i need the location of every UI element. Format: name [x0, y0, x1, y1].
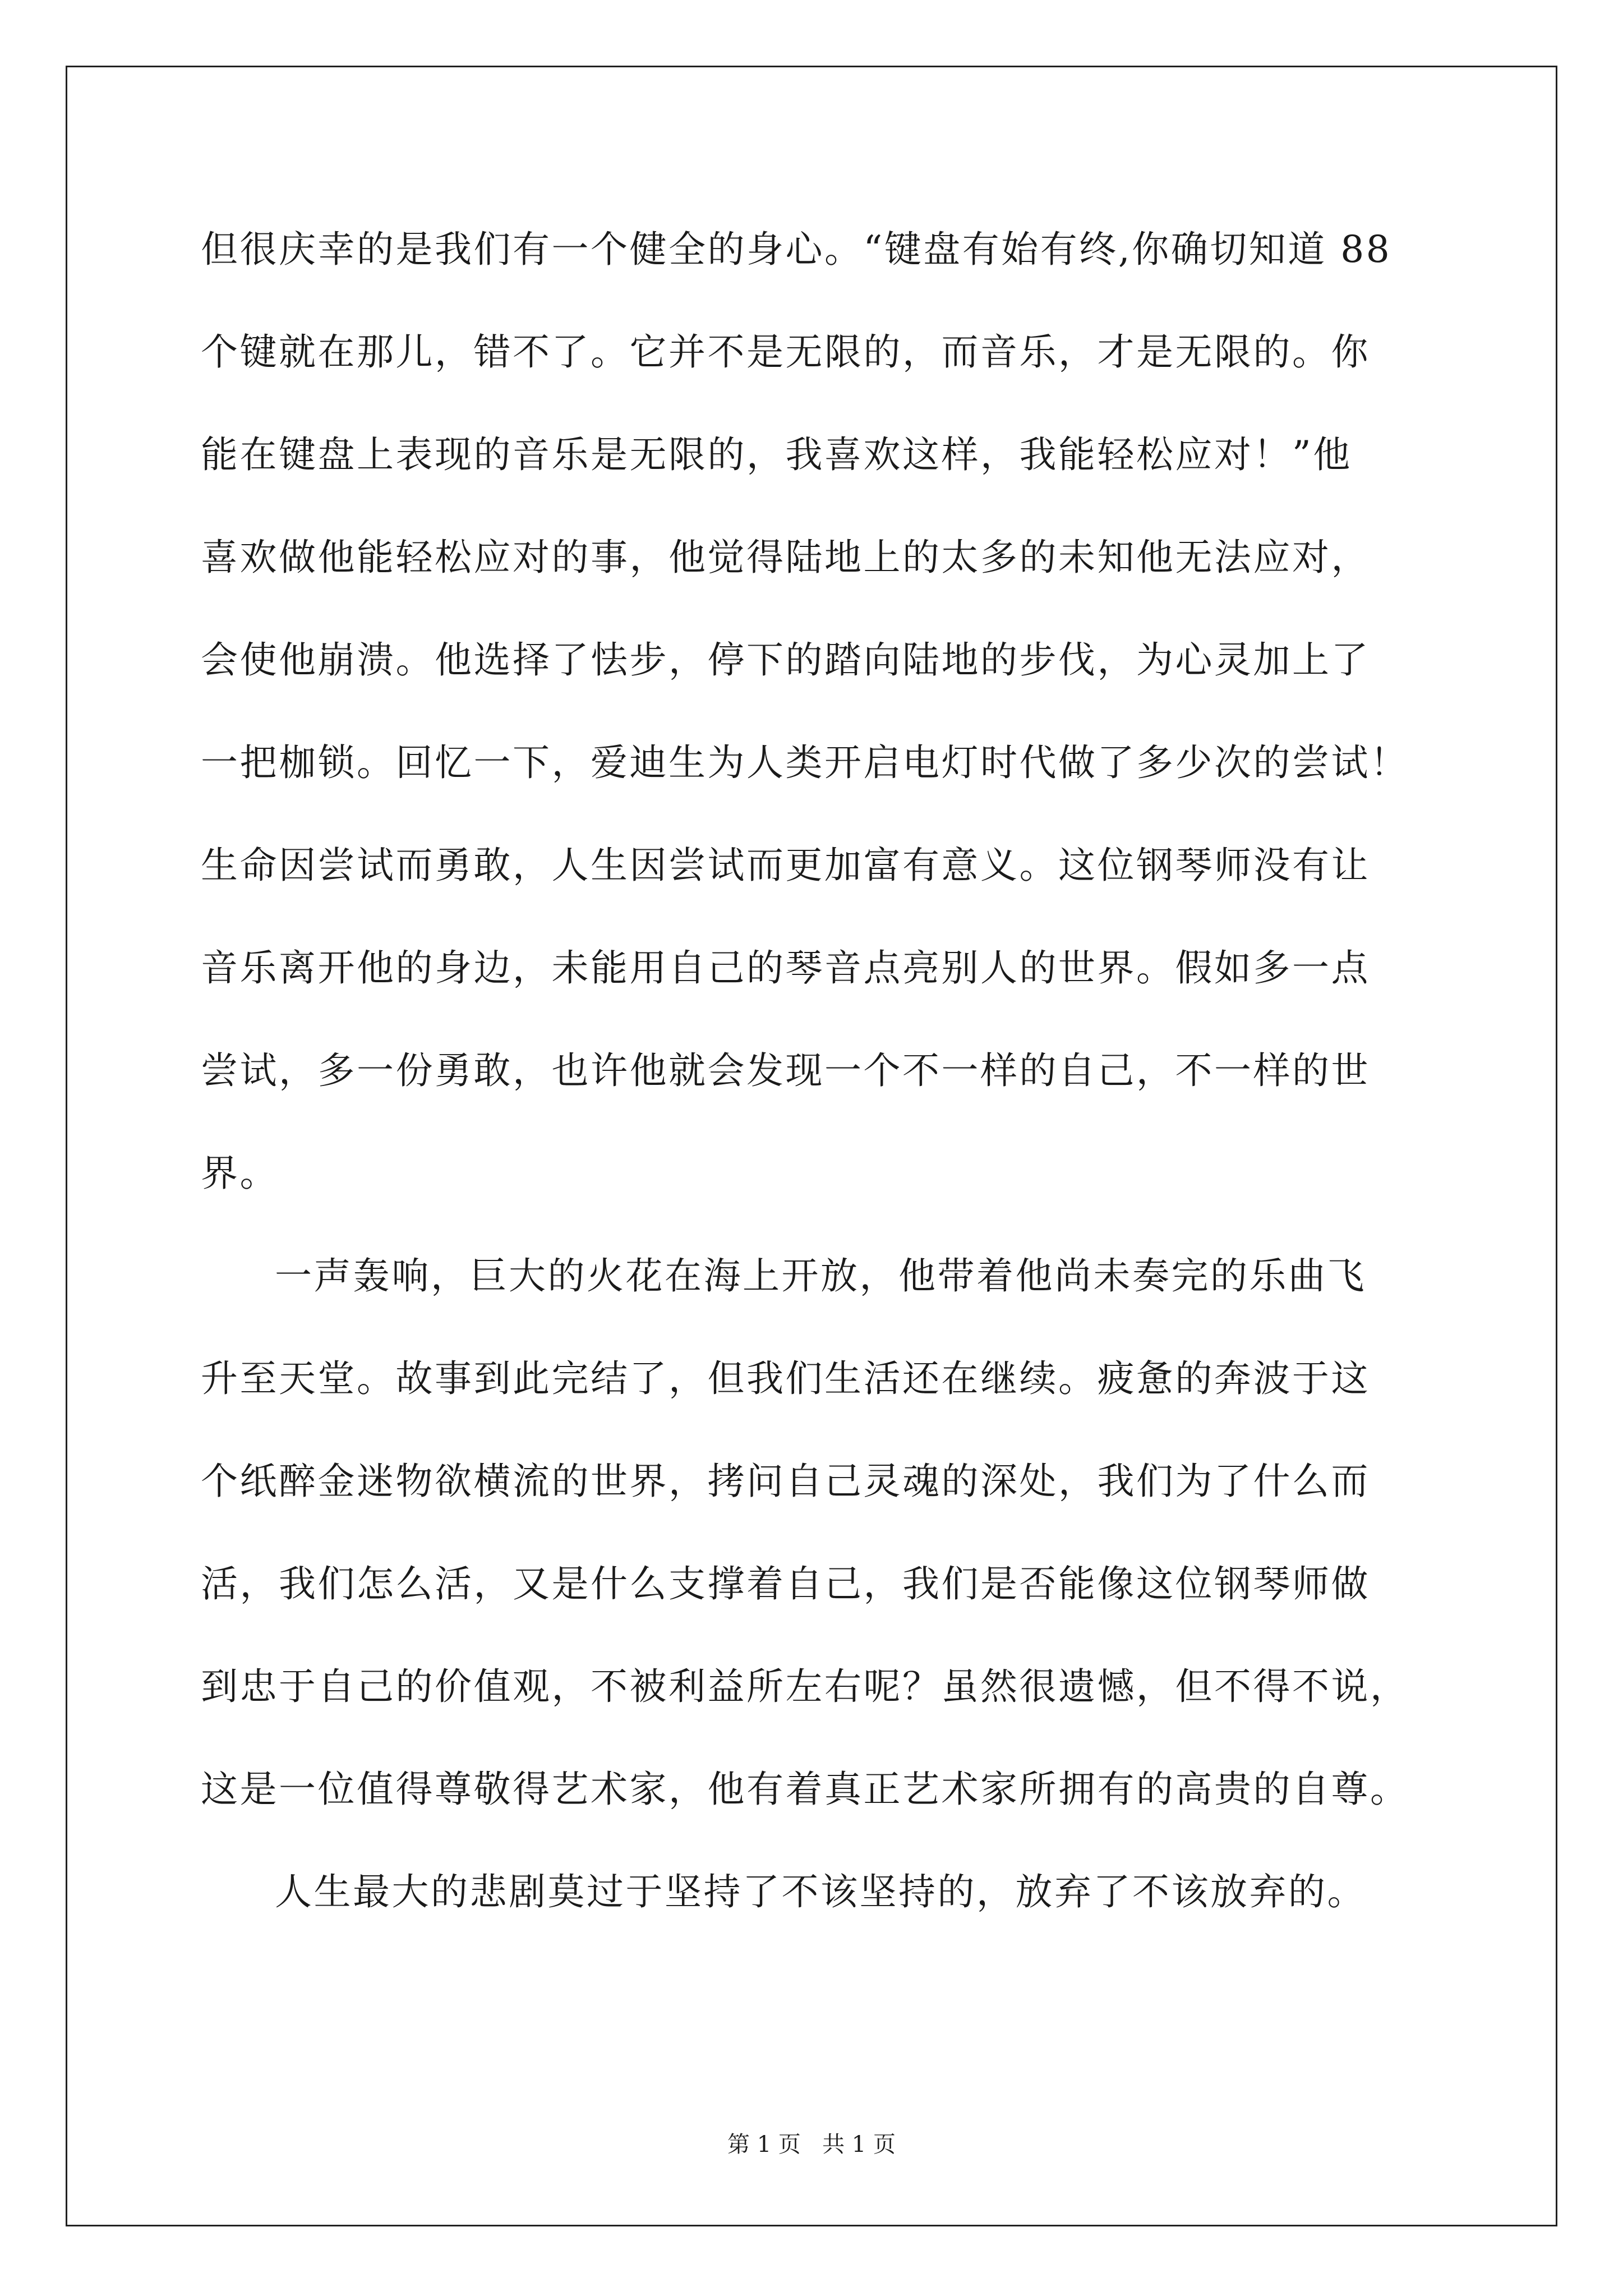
text-line: 能在键盘上表现的音乐是无限的，我喜欢这样，我能轻松应对！”他 — [201, 433, 1352, 476]
text-line: 个纸醉金迷物欲横流的世界，拷问自己灵魂的深处，我们为了什么而 — [201, 1460, 1370, 1503]
text-line: 到忠于自己的价值观，不被利益所左右呢？虽然很遗憾，但不得不说， — [201, 1665, 1409, 1708]
text-line: 个键就在那儿，错不了。它并不是无限的，而音乐，才是无限的。你 — [201, 330, 1370, 374]
text-line: 一把枷锁。回忆一下，爱迪生为人类开启电灯时代做了多少次的尝试！ — [201, 741, 1409, 784]
paragraph-first-line: 人生最大的悲剧莫过于坚持了不该坚持的，放弃了不该放弃的。 — [275, 1870, 1366, 1913]
page-footer: 第 1 页 共 1 页 — [727, 2132, 896, 2157]
text-line: 尝试，多一份勇敢，也许他就会发现一个不一样的自己，不一样的世 — [201, 1049, 1370, 1092]
text-line: 音乐离开他的身边，未能用自己的琴音点亮别人的世界。假如多一点 — [201, 946, 1370, 990]
text-line: 活，我们怎么活，又是什么支撑着自己，我们是否能像这位钢琴师做 — [201, 1562, 1370, 1605]
text-line: 界。 — [201, 1152, 279, 1195]
text-line: 生命因尝试而勇敢，人生因尝试而更加富有意义。这位钢琴师没有让 — [201, 844, 1370, 887]
text-line: 升至天堂。故事到此完结了，但我们生活还在继续。疲惫的奔波于这 — [201, 1357, 1370, 1400]
text-line: 喜欢做他能轻松应对的事，他觉得陆地上的太多的未知他无法应对， — [201, 536, 1370, 579]
text-line: 这是一位值得尊敬得艺术家，他有着真正艺术家所拥有的高贵的自尊。 — [201, 1768, 1409, 1811]
text-line: 但很庆幸的是我们有一个健全的身心。“键盘有始有终,你确切知道 88 — [201, 228, 1392, 271]
text-line: 会使他崩溃。他选择了怯步，停下的踏向陆地的步伐，为心灵加上了 — [201, 638, 1370, 682]
paragraph-first-line: 一声轰响，巨大的火花在海上开放，他带着他尚未奏完的乐曲飞 — [275, 1254, 1366, 1297]
